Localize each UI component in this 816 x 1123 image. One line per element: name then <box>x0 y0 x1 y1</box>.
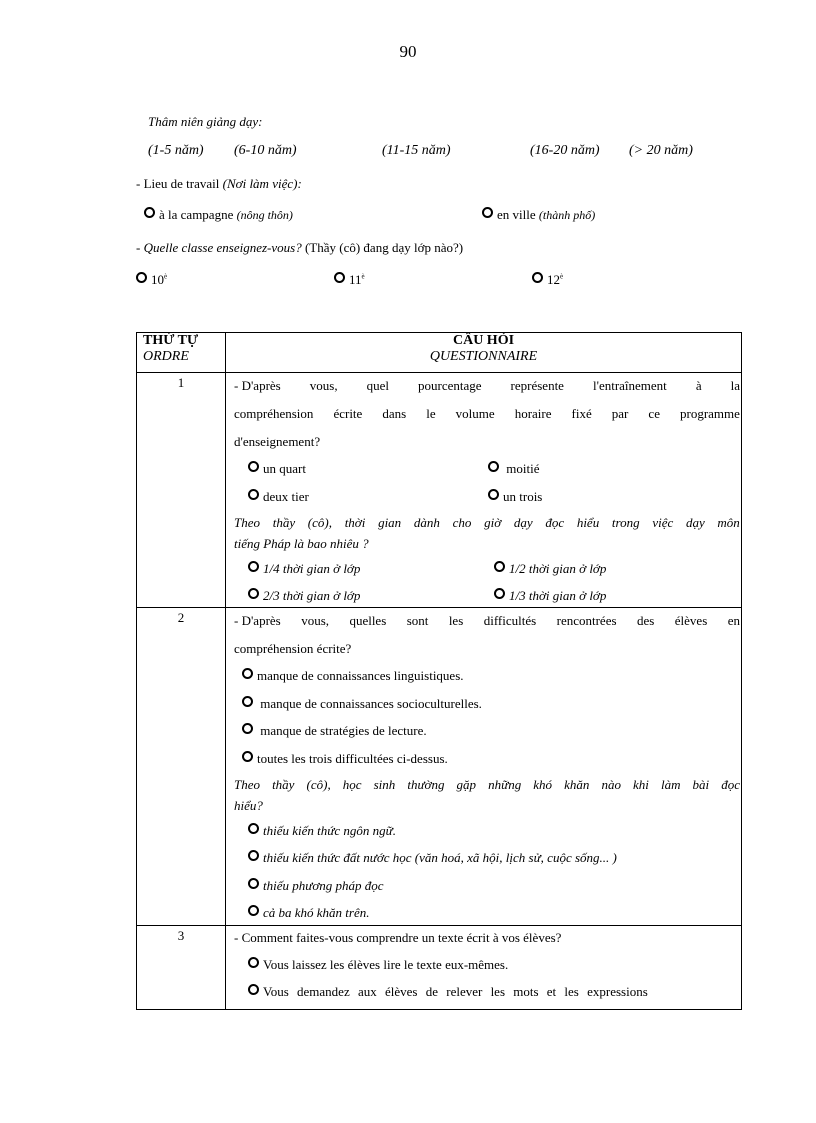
question-text-line: - D'après vous, quelles sont les difficultés rencontrées des élèves en <box>234 613 740 628</box>
question-text-line: d'enseignement? <box>234 434 321 449</box>
radio-icon[interactable] <box>532 272 543 283</box>
radio-icon[interactable] <box>488 461 499 472</box>
radio-icon[interactable] <box>248 984 259 995</box>
question-number: 2 <box>137 608 226 926</box>
radio-icon[interactable] <box>482 207 493 218</box>
page-number: 90 <box>399 42 417 61</box>
seniority-option: (6-10 năm) <box>234 143 297 158</box>
answer-option[interactable]: manque de stratégies de lecture. <box>242 723 427 739</box>
radio-icon[interactable] <box>248 823 259 834</box>
question-header: CÂU HỎI QUESTIONNAIRE <box>226 333 742 373</box>
table-row <box>137 373 742 608</box>
answer-option[interactable]: Vous demandez aux élèves de relever les mots et les expressions <box>248 984 740 1000</box>
question-text-vn-line: Theo thầy (cô), thời gian dành cho giờ dạy đọc hiểu trong việc dạy môn <box>234 515 740 530</box>
radio-icon[interactable] <box>334 272 345 283</box>
radio-icon[interactable] <box>248 905 259 916</box>
workplace-label: - Lieu de travail (Nơi làm việc): <box>136 176 302 191</box>
radio-icon[interactable] <box>136 272 147 283</box>
radio-icon[interactable] <box>248 561 259 572</box>
question-cell <box>226 373 742 608</box>
seniority-label: Thâm niên giảng dạy: <box>148 114 263 129</box>
seniority-option: (1-5 năm) <box>148 143 204 158</box>
class-option-12[interactable]: $12^è$ <box>532 272 563 288</box>
question-text-line: compréhension écrite dans le volume horaire fixé par ce programme <box>234 406 740 421</box>
radio-icon[interactable] <box>248 850 259 861</box>
questionnaire-table <box>136 332 742 1010</box>
class-option-11[interactable]: $11^è$ <box>334 272 365 288</box>
answer-option[interactable]: thiếu kiến thức đất nước học (văn hoá, xã hội, lịch sử, cuộc sống... ) <box>248 850 617 866</box>
radio-icon[interactable] <box>494 588 505 599</box>
answer-option[interactable]: manque de connaissances socioculturelles. <box>242 696 482 712</box>
radio-icon[interactable] <box>248 957 259 968</box>
answer-option[interactable]: toutes les trois difficultées ci-dessus. <box>242 751 448 767</box>
answer-option[interactable]: 1/2 thời gian ở lớp <box>494 561 606 577</box>
answer-option[interactable]: 1/4 thời gian ở lớp <box>248 561 360 577</box>
question-text-line: - Comment faites-vous comprendre un texte écrit à vos élèves? <box>234 930 562 945</box>
seniority-option: (16-20 năm) <box>530 143 600 158</box>
seniority-option: (> 20 năm) <box>629 143 693 158</box>
workplace-option-countryside[interactable]: à la campagne (nông thôn) <box>144 207 293 223</box>
table-header-row <box>137 333 742 373</box>
answer-option[interactable]: deux tier <box>248 489 309 505</box>
seniority-option: (11-15 năm) <box>382 143 451 158</box>
answer-option[interactable]: moitié <box>488 461 539 477</box>
question-text-vn-line: hiểu? <box>234 798 263 813</box>
answer-option[interactable]: 2/3 thời gian ở lớp <box>248 588 360 604</box>
workplace-option-city[interactable]: en ville (thành phố) <box>482 207 595 223</box>
answer-option[interactable]: thiếu phương pháp đọc <box>248 878 384 894</box>
radio-icon[interactable] <box>248 878 259 889</box>
radio-icon[interactable] <box>242 723 253 734</box>
answer-option[interactable]: un quart <box>248 461 306 477</box>
radio-icon[interactable] <box>242 696 253 707</box>
question-text-vn-line: Theo thầy (cô), học sinh thường gặp những khó khăn nào khi làm bài đọc <box>234 777 740 792</box>
table-row <box>137 926 742 1010</box>
radio-icon[interactable] <box>242 668 253 679</box>
answer-option[interactable]: manque de connaissances linguistiques. <box>242 668 464 684</box>
question-cell <box>226 608 742 926</box>
answer-option[interactable]: cả ba khó khăn trên. <box>248 905 370 921</box>
answer-option[interactable]: 1/3 thời gian ở lớp <box>494 588 606 604</box>
class-option-10[interactable]: $10^è$ <box>136 272 167 288</box>
question-text-line: compréhension écrite? <box>234 641 352 656</box>
order-header: THỨ TỰ ORDRE <box>137 333 226 373</box>
radio-icon[interactable] <box>248 489 259 500</box>
class-label: - Quelle classe enseignez-vous? (Thầy (cô) đang dạy lớp nào?) <box>136 240 464 255</box>
question-cell <box>226 926 742 1010</box>
radio-icon[interactable] <box>488 489 499 500</box>
radio-icon[interactable] <box>248 461 259 472</box>
table-row <box>137 608 742 926</box>
answer-option[interactable]: Vous laissez les élèves lire le texte eux-mêmes. <box>248 957 508 973</box>
answer-option[interactable]: un trois <box>488 489 542 505</box>
question-number: 1 <box>137 373 226 608</box>
question-text-line: - D'après vous, quel pourcentage représente l'entraînement à la <box>234 378 740 393</box>
question-number: 3 <box>137 926 226 1010</box>
radio-icon[interactable] <box>242 751 253 762</box>
radio-icon[interactable] <box>144 207 155 218</box>
question-text-vn-line: tiếng Pháp là bao nhiêu ? <box>234 536 369 551</box>
radio-icon[interactable] <box>248 588 259 599</box>
radio-icon[interactable] <box>494 561 505 572</box>
answer-option[interactable]: thiếu kiến thức ngôn ngữ. <box>248 823 396 839</box>
